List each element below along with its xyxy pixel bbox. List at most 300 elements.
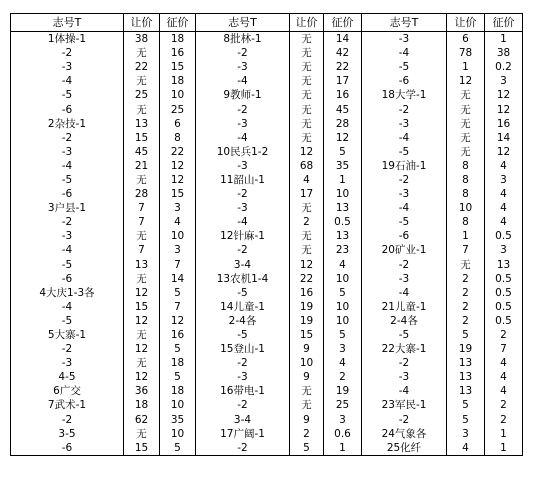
stamp-id-cell: -5: [196, 286, 290, 300]
stamp-id-cell: -2: [196, 356, 290, 370]
levy-price-cell: 4: [324, 356, 362, 370]
levy-price-cell: 2: [485, 413, 523, 427]
levy-price-cell: 10: [160, 398, 196, 412]
levy-price-cell: 14: [485, 131, 523, 145]
stamp-id-cell: -2: [362, 356, 447, 370]
stamp-id-cell: -3: [196, 60, 290, 74]
stamp-id-cell: 14儿童-1: [196, 300, 290, 314]
ask-price-cell: 5: [290, 441, 324, 456]
ask-price-cell: 12: [447, 74, 485, 88]
stamp-id-cell: 9教师-1: [196, 88, 290, 102]
levy-price-cell: 15: [160, 187, 196, 201]
ask-price-cell: 19: [447, 342, 485, 356]
levy-price-cell: 19: [324, 384, 362, 398]
stamp-id-cell: -4: [11, 300, 124, 314]
ask-price-cell: 12: [124, 370, 160, 384]
table-row: [11, 356, 523, 370]
levy-price-cell: 5: [160, 342, 196, 356]
levy-price-cell: 3: [160, 201, 196, 215]
stamp-id-cell: -6: [11, 187, 124, 201]
levy-price-cell: 13: [485, 258, 523, 272]
stamp-id-cell: -4: [196, 131, 290, 145]
stamp-id-cell: 5大寨-1: [11, 328, 124, 342]
stamp-id-cell: 3-4: [196, 258, 290, 272]
stamp-id-cell: -4: [11, 243, 124, 257]
levy-price-cell: 4: [485, 201, 523, 215]
stamp-id-cell: 6广交: [11, 384, 124, 398]
table-row: [11, 328, 523, 342]
header-cell: 征价: [324, 14, 362, 32]
table-row: [11, 32, 523, 47]
ask-price-cell: 无: [290, 46, 324, 60]
ask-price-cell: 4: [447, 441, 485, 456]
levy-price-cell: 12: [485, 102, 523, 116]
levy-price-cell: 10: [324, 187, 362, 201]
ask-price-cell: 7: [124, 215, 160, 229]
stamp-id-cell: 23军民-1: [362, 398, 447, 412]
header-cell: 让价: [124, 14, 160, 32]
stamp-id-cell: 19石油-1: [362, 159, 447, 173]
ask-price-cell: 2: [290, 215, 324, 229]
levy-price-cell: 25: [324, 398, 362, 412]
levy-price-cell: 45: [324, 102, 362, 116]
levy-price-cell: 3: [485, 74, 523, 88]
ask-price-cell: 6: [447, 32, 485, 47]
levy-price-cell: 35: [160, 413, 196, 427]
ask-price-cell: 5: [447, 328, 485, 342]
stamp-id-cell: -6: [362, 74, 447, 88]
levy-price-cell: 15: [160, 60, 196, 74]
stamp-id-cell: -5: [362, 215, 447, 229]
stamp-id-cell: -3: [362, 32, 447, 47]
stamp-id-cell: -2: [11, 46, 124, 60]
ask-price-cell: 无: [290, 117, 324, 131]
stamp-id-cell: -6: [11, 441, 124, 456]
stamp-id-cell: -6: [362, 229, 447, 243]
table-row: [11, 187, 523, 201]
levy-price-cell: 18: [160, 74, 196, 88]
ask-price-cell: 无: [124, 173, 160, 187]
levy-price-cell: 0.2: [485, 60, 523, 74]
stamp-id-cell: 24气象各: [362, 427, 447, 441]
levy-price-cell: 4: [324, 258, 362, 272]
stamp-id-cell: -2: [196, 243, 290, 257]
levy-price-cell: 0.5: [485, 286, 523, 300]
ask-price-cell: 15: [124, 131, 160, 145]
ask-price-cell: 无: [124, 229, 160, 243]
stamp-id-cell: 12针麻-1: [196, 229, 290, 243]
table-row: [11, 201, 523, 215]
ask-price-cell: 28: [124, 187, 160, 201]
levy-price-cell: 3: [324, 342, 362, 356]
table-row: [11, 145, 523, 159]
levy-price-cell: 25: [160, 102, 196, 116]
levy-price-cell: 38: [485, 46, 523, 60]
levy-price-cell: 1: [324, 173, 362, 187]
table-row: [11, 215, 523, 229]
levy-price-cell: 0.5: [485, 314, 523, 328]
table-row: [11, 131, 523, 145]
stamp-id-cell: -3: [196, 370, 290, 384]
levy-price-cell: 22: [324, 60, 362, 74]
stamp-id-cell: -3: [11, 145, 124, 159]
stamp-id-cell: -3: [362, 370, 447, 384]
levy-price-cell: 10: [160, 88, 196, 102]
levy-price-cell: 12: [160, 173, 196, 187]
ask-price-cell: 12: [124, 342, 160, 356]
table-row: [11, 342, 523, 356]
stamp-id-cell: -3: [196, 159, 290, 173]
stamp-id-cell: 3-5: [11, 427, 124, 441]
ask-price-cell: 13: [124, 117, 160, 131]
levy-price-cell: 10: [160, 427, 196, 441]
stamp-id-cell: -2: [362, 258, 447, 272]
levy-price-cell: 4: [485, 187, 523, 201]
ask-price-cell: 25: [124, 88, 160, 102]
stamp-id-cell: 1体操-1: [11, 32, 124, 47]
ask-price-cell: 38: [124, 32, 160, 47]
levy-price-cell: 0.5: [485, 300, 523, 314]
header-row: [11, 14, 523, 32]
ask-price-cell: 62: [124, 413, 160, 427]
ask-price-cell: 12: [290, 145, 324, 159]
stamp-id-cell: 21儿童-1: [362, 300, 447, 314]
levy-price-cell: 42: [324, 46, 362, 60]
ask-price-cell: 无: [124, 272, 160, 286]
levy-price-cell: 10: [324, 272, 362, 286]
levy-price-cell: 3: [160, 243, 196, 257]
levy-price-cell: 5: [160, 370, 196, 384]
stamp-id-cell: 8批林-1: [196, 32, 290, 47]
ask-price-cell: 12: [290, 258, 324, 272]
ask-price-cell: 2: [447, 300, 485, 314]
levy-price-cell: 7: [160, 258, 196, 272]
header-cell: 让价: [447, 14, 485, 32]
stamp-id-cell: -5: [196, 328, 290, 342]
table-row: [11, 427, 523, 441]
stamp-id-cell: -2: [11, 413, 124, 427]
levy-price-cell: 4: [485, 159, 523, 173]
ask-price-cell: 7: [124, 201, 160, 215]
table-row: [11, 286, 523, 300]
stamp-id-cell: -3: [11, 229, 124, 243]
table-row: [11, 384, 523, 398]
header-cell: 征价: [160, 14, 196, 32]
table-body: [11, 32, 523, 456]
ask-price-cell: 45: [124, 145, 160, 159]
stamp-id-cell: 2杂技-1: [11, 117, 124, 131]
ask-price-cell: 3: [447, 427, 485, 441]
stamp-id-cell: -4: [11, 159, 124, 173]
levy-price-cell: 0.5: [485, 272, 523, 286]
levy-price-cell: 1: [485, 427, 523, 441]
levy-price-cell: 5: [324, 328, 362, 342]
stamp-id-cell: -2: [196, 441, 290, 456]
table-row: [11, 314, 523, 328]
stamp-id-cell: -5: [11, 258, 124, 272]
levy-price-cell: 13: [324, 229, 362, 243]
ask-price-cell: 2: [447, 314, 485, 328]
ask-price-cell: 8: [447, 187, 485, 201]
stamp-id-cell: 3户县-1: [11, 201, 124, 215]
ask-price-cell: 12: [124, 314, 160, 328]
table-row: [11, 46, 523, 60]
stamp-id-cell: 11韶山-1: [196, 173, 290, 187]
ask-price-cell: 16: [290, 286, 324, 300]
levy-price-cell: 0.5: [485, 229, 523, 243]
levy-price-cell: 4: [485, 384, 523, 398]
stamp-id-cell: 7武术-1: [11, 398, 124, 412]
levy-price-cell: 2: [485, 398, 523, 412]
levy-price-cell: 14: [160, 272, 196, 286]
levy-price-cell: 5: [160, 441, 196, 456]
stamp-id-cell: 4-5: [11, 370, 124, 384]
ask-price-cell: 21: [124, 159, 160, 173]
stamp-id-cell: -4: [362, 201, 447, 215]
stamp-id-cell: -6: [11, 272, 124, 286]
levy-price-cell: 4: [485, 370, 523, 384]
levy-price-cell: 7: [485, 342, 523, 356]
ask-price-cell: 无: [290, 131, 324, 145]
stamp-id-cell: 16带电-1: [196, 384, 290, 398]
levy-price-cell: 4: [485, 215, 523, 229]
levy-price-cell: 18: [160, 356, 196, 370]
ask-price-cell: 无: [124, 74, 160, 88]
stamp-id-cell: 17广阔-1: [196, 427, 290, 441]
ask-price-cell: 7: [447, 243, 485, 257]
ask-price-cell: 10: [290, 356, 324, 370]
table-row: [11, 159, 523, 173]
table-row: [11, 60, 523, 74]
levy-price-cell: 12: [485, 88, 523, 102]
levy-price-cell: 10: [324, 314, 362, 328]
levy-price-cell: 16: [160, 46, 196, 60]
table-row: [11, 370, 523, 384]
header-cell: 志号T: [196, 14, 290, 32]
ask-price-cell: 无: [447, 117, 485, 131]
ask-price-cell: 10: [447, 201, 485, 215]
stamp-id-cell: -5: [362, 145, 447, 159]
levy-price-cell: 28: [324, 117, 362, 131]
levy-price-cell: 1: [485, 441, 523, 456]
levy-price-cell: 5: [160, 286, 196, 300]
ask-price-cell: 无: [290, 201, 324, 215]
stamp-id-cell: -2: [196, 46, 290, 60]
ask-price-cell: 无: [290, 74, 324, 88]
ask-price-cell: 7: [124, 243, 160, 257]
ask-price-cell: 78: [447, 46, 485, 60]
levy-price-cell: 3: [485, 173, 523, 187]
ask-price-cell: 22: [290, 272, 324, 286]
levy-price-cell: 16: [160, 328, 196, 342]
levy-price-cell: 17: [324, 74, 362, 88]
stamp-id-cell: 20矿业-1: [362, 243, 447, 257]
stamp-id-cell: 2-4各: [362, 314, 447, 328]
stamp-id-cell: -3: [11, 356, 124, 370]
ask-price-cell: 无: [447, 88, 485, 102]
stamp-id-cell: -4: [196, 74, 290, 88]
table-row: [11, 173, 523, 187]
ask-price-cell: 2: [447, 286, 485, 300]
table-row: [11, 243, 523, 257]
levy-price-cell: 5: [324, 145, 362, 159]
levy-price-cell: 0.5: [324, 215, 362, 229]
stamp-id-cell: -4: [362, 286, 447, 300]
ask-price-cell: 无: [124, 427, 160, 441]
ask-price-cell: 17: [290, 187, 324, 201]
levy-price-cell: 12: [485, 145, 523, 159]
stamp-id-cell: 15登山-1: [196, 342, 290, 356]
ask-price-cell: 无: [290, 60, 324, 74]
ask-price-cell: 9: [290, 413, 324, 427]
levy-price-cell: 3: [324, 413, 362, 427]
levy-price-cell: 12: [160, 159, 196, 173]
levy-price-cell: 3: [485, 243, 523, 257]
ask-price-cell: 无: [447, 131, 485, 145]
header-cell: 征价: [485, 14, 523, 32]
table-row: [11, 413, 523, 427]
ask-price-cell: 无: [447, 145, 485, 159]
stamp-id-cell: -3: [362, 117, 447, 131]
table-row: [11, 88, 523, 102]
ask-price-cell: 13: [124, 258, 160, 272]
ask-price-cell: 8: [447, 173, 485, 187]
stamp-id-cell: -3: [11, 60, 124, 74]
table-row: [11, 398, 523, 412]
stamp-id-cell: -5: [362, 328, 447, 342]
ask-price-cell: 无: [290, 398, 324, 412]
stamp-id-cell: -5: [11, 314, 124, 328]
ask-price-cell: 无: [290, 229, 324, 243]
ask-price-cell: 15: [124, 441, 160, 456]
levy-price-cell: 12: [324, 131, 362, 145]
table-row: [11, 229, 523, 243]
levy-price-cell: 4: [485, 356, 523, 370]
ask-price-cell: 19: [290, 300, 324, 314]
levy-price-cell: 0.6: [324, 427, 362, 441]
stamp-id-cell: -2: [196, 398, 290, 412]
levy-price-cell: 2: [485, 328, 523, 342]
levy-price-cell: 6: [160, 117, 196, 131]
ask-price-cell: 68: [290, 159, 324, 173]
stamp-id-cell: -5: [11, 88, 124, 102]
ask-price-cell: 5: [447, 398, 485, 412]
levy-price-cell: 22: [160, 145, 196, 159]
ask-price-cell: 12: [124, 286, 160, 300]
ask-price-cell: 5: [447, 413, 485, 427]
ask-price-cell: 无: [447, 102, 485, 116]
levy-price-cell: 7: [160, 300, 196, 314]
stamp-price-table: [10, 13, 523, 456]
ask-price-cell: 无: [290, 88, 324, 102]
ask-price-cell: 1: [447, 60, 485, 74]
stamp-id-cell: -3: [362, 187, 447, 201]
levy-price-cell: 2: [324, 370, 362, 384]
levy-price-cell: 5: [324, 286, 362, 300]
stamp-id-cell: -2: [362, 173, 447, 187]
levy-price-cell: 8: [160, 131, 196, 145]
ask-price-cell: 9: [290, 370, 324, 384]
stamp-id-cell: -4: [362, 46, 447, 60]
ask-price-cell: 13: [447, 384, 485, 398]
levy-price-cell: 18: [160, 32, 196, 47]
stamp-id-cell: -3: [196, 201, 290, 215]
levy-price-cell: 10: [324, 300, 362, 314]
levy-price-cell: 4: [160, 215, 196, 229]
levy-price-cell: 18: [160, 384, 196, 398]
stamp-id-cell: -5: [11, 173, 124, 187]
ask-price-cell: 无: [290, 102, 324, 116]
stamp-id-cell: -2: [11, 131, 124, 145]
ask-price-cell: 2: [290, 427, 324, 441]
table-row: [11, 300, 523, 314]
table-row: [11, 441, 523, 456]
stamp-id-cell: -4: [196, 215, 290, 229]
stamp-id-cell: 3-4: [196, 413, 290, 427]
ask-price-cell: 13: [447, 356, 485, 370]
levy-price-cell: 16: [324, 88, 362, 102]
levy-price-cell: 10: [160, 229, 196, 243]
table-row: [11, 272, 523, 286]
ask-price-cell: 无: [290, 32, 324, 47]
stamp-id-cell: 10民兵1-2: [196, 145, 290, 159]
ask-price-cell: 1: [447, 229, 485, 243]
header-cell: 让价: [290, 14, 324, 32]
stamp-id-cell: 13农机1-4: [196, 272, 290, 286]
stamp-id-cell: -2: [362, 102, 447, 116]
ask-price-cell: 8: [447, 215, 485, 229]
stamp-id-cell: -2: [196, 102, 290, 116]
stamp-id-cell: -2: [362, 413, 447, 427]
stamp-id-cell: -4: [11, 74, 124, 88]
ask-price-cell: 4: [290, 173, 324, 187]
stamp-id-cell: 18大学-1: [362, 88, 447, 102]
stamp-id-cell: -3: [196, 117, 290, 131]
ask-price-cell: 36: [124, 384, 160, 398]
levy-price-cell: 35: [324, 159, 362, 173]
ask-price-cell: 无: [290, 384, 324, 398]
stamp-id-cell: -2: [11, 342, 124, 356]
ask-price-cell: 无: [124, 102, 160, 116]
ask-price-cell: 9: [290, 342, 324, 356]
stamp-id-cell: -2: [11, 215, 124, 229]
table-row: [11, 117, 523, 131]
levy-price-cell: 1: [324, 441, 362, 456]
ask-price-cell: 15: [290, 328, 324, 342]
ask-price-cell: 无: [124, 328, 160, 342]
levy-price-cell: 16: [485, 117, 523, 131]
ask-price-cell: 19: [290, 314, 324, 328]
stamp-id-cell: -4: [362, 131, 447, 145]
header-cell: 志号T: [362, 14, 447, 32]
ask-price-cell: 15: [124, 300, 160, 314]
levy-price-cell: 14: [324, 32, 362, 47]
levy-price-cell: 1: [485, 32, 523, 47]
ask-price-cell: 无: [124, 46, 160, 60]
ask-price-cell: 18: [124, 398, 160, 412]
ask-price-cell: 无: [124, 356, 160, 370]
stamp-id-cell: -4: [362, 384, 447, 398]
stamp-id-cell: 25化纤: [362, 441, 447, 456]
table-row: [11, 102, 523, 116]
ask-price-cell: 8: [447, 159, 485, 173]
ask-price-cell: 2: [447, 272, 485, 286]
table-row: [11, 258, 523, 272]
table-row: [11, 74, 523, 88]
levy-price-cell: 12: [160, 314, 196, 328]
ask-price-cell: 22: [124, 60, 160, 74]
stamp-id-cell: -6: [11, 102, 124, 116]
